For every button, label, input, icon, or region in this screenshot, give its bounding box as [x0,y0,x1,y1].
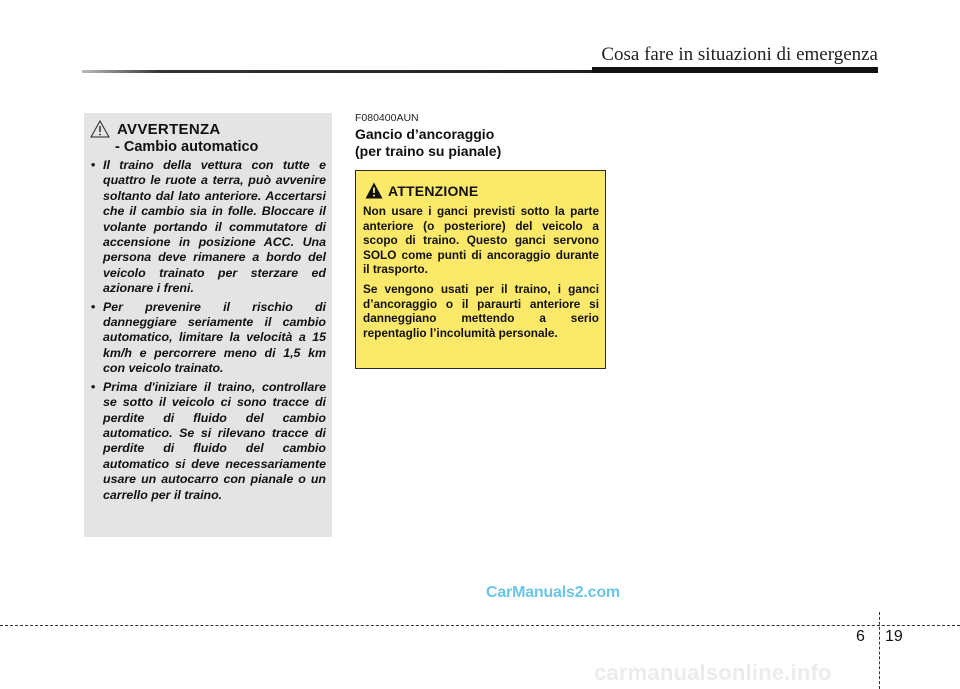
attention-title: ATTENZIONE [388,183,479,199]
section-title [355,126,615,160]
footer-rule [0,625,960,626]
warning-title: AVVERTENZA [117,121,221,138]
attention-paragraph: Non usare i ganci previsti sotto la parte anteriore (o posteriore) del veicolo a scopo di traino. Questo ganci servono SOLO come punti di ancoraggio durante il trasporto. [363,204,599,277]
warning-item: • Prima d'iniziare il traino, controllare se sotto il veicolo ci sono tracce di perdite di fluido del cambio automatico. Se si rilevano tracce di perdite di fluido del cambio automatico si deve necessariamente usare un autocarro con pianale o un carrello per il traino. [91,379,326,502]
filled-warning-triangle-icon [365,182,383,199]
page-number: 19 [885,628,903,645]
header-rule-accent [592,67,878,73]
warning-item: • Per prevenire il rischio di danneggiare seriamente il cambio automatico, limitare la velocità a 15 km/h e percorrere meno di 1,5 km con veicolo trainato. [91,299,326,376]
attention-text [363,204,599,345]
footer-divider [879,612,880,689]
warning-list [91,158,326,506]
watermark-link[interactable]: CarManuals2.com [486,584,620,601]
section-title-line1: Gancio d’ancoraggio [355,126,495,142]
warning-item: • Il traino della vettura con tutte e quattro le ruote a terra, può avvenire soltanto dal lato anteriore. Accertarsi che il cambio sia in folle. Bloccare il volante portando il commutatore di accensione in posizione ACC. Una persona deve rimanere a bordo del veicolo trainato per sterzare ed azionare i freni. [91,158,326,296]
attention-paragraph: Se vengono usati per il traino, i ganci d’ancoraggio o il paraurti anteriore si danneggiano mettendo a serio repentaglio l’incolumità personale. [363,281,599,340]
section-code: F080400AUN [355,112,419,124]
page-chapter: 6 [856,628,865,645]
header-title: Cosa fare in situazioni di emergenza [601,44,878,65]
watermark-bottom: carmanualsonline.info [594,660,832,685]
warning-triangle-icon [90,120,110,138]
warning-subtitle: - Cambio automatico [115,139,259,155]
section-title-line2: (per traino su pianale) [355,143,502,159]
